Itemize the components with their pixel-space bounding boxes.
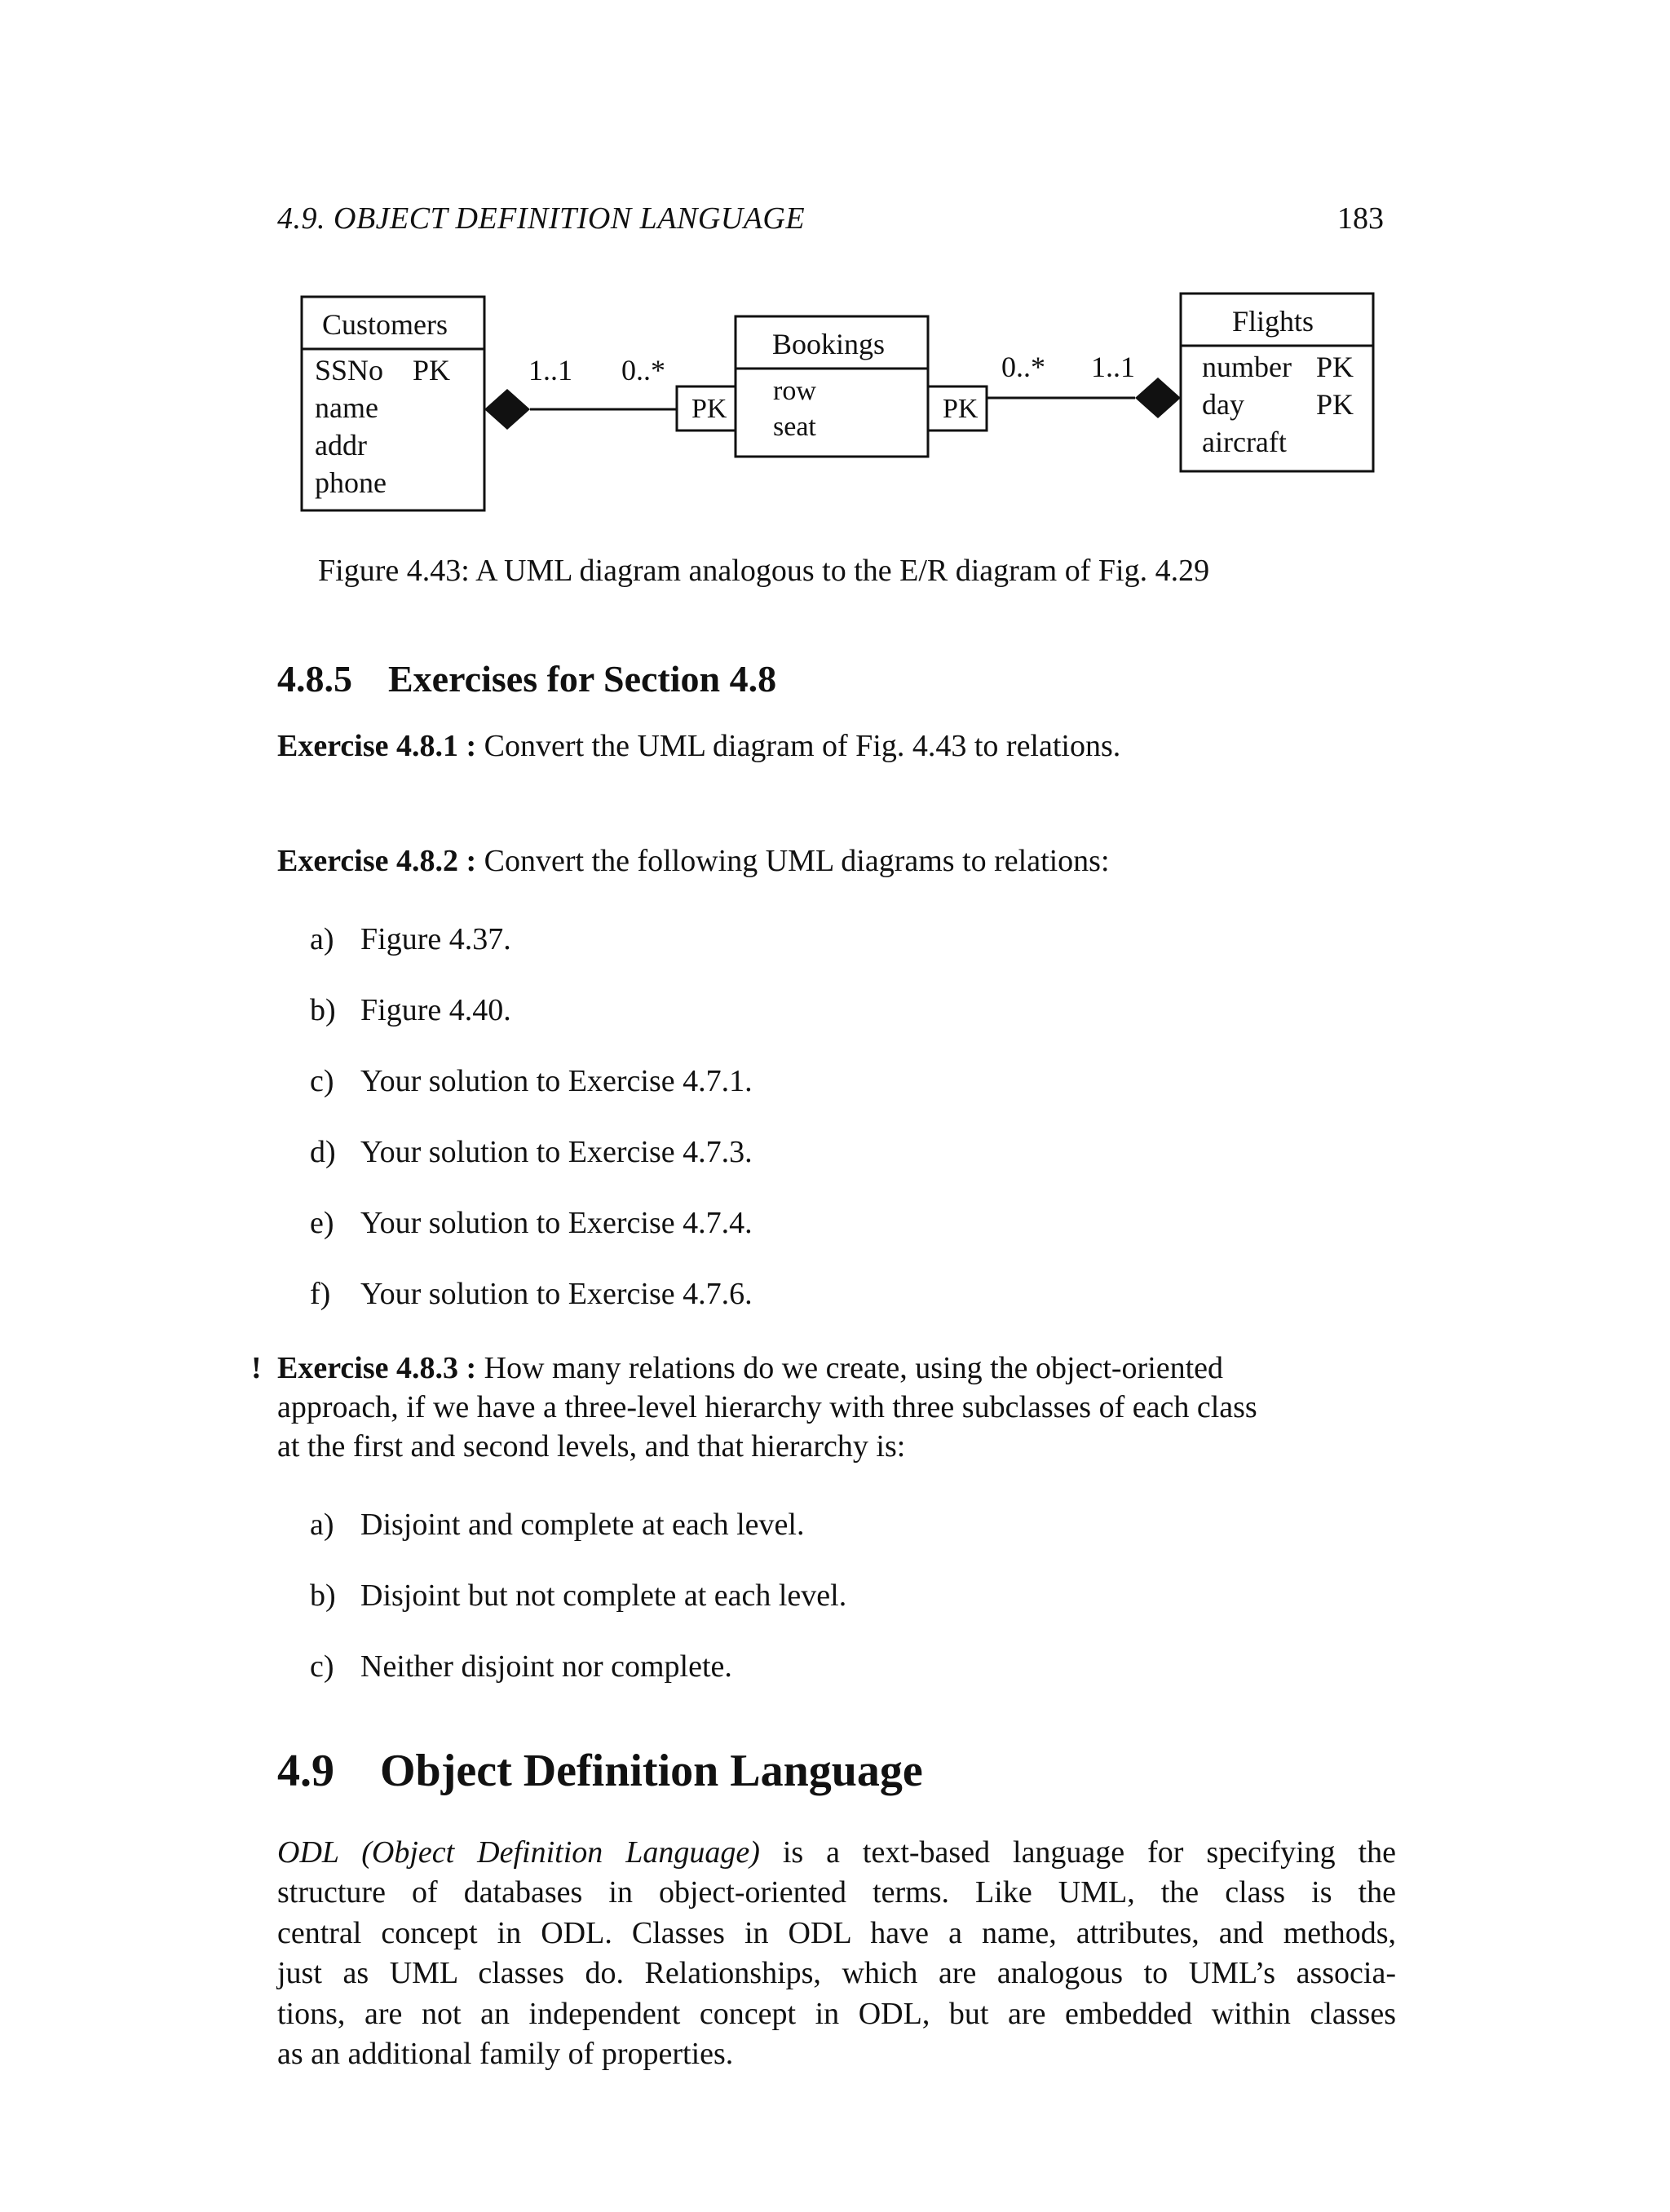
multiplicity-label: 0..* bbox=[621, 354, 665, 386]
paragraph-line: ODL (Object Definition Language) is a text-based language for specifying the bbox=[277, 1835, 1397, 1870]
attribute: phone bbox=[315, 466, 387, 499]
paragraph-line: as an additional family of properties. bbox=[277, 2037, 734, 2072]
exercise-label: Exercise 4.8.1 : bbox=[277, 729, 477, 763]
paragraph-line: tions, are not an independent concept in ODL, but are embedded within classes bbox=[277, 1996, 1396, 2031]
exercise-text: Convert the following UML diagrams to relations: bbox=[476, 844, 1110, 878]
exercise-text: at the first and second levels, and that hierarchy is: bbox=[277, 1429, 906, 1464]
class-name: Flights bbox=[1232, 305, 1314, 338]
page-number: 183 bbox=[1337, 201, 1384, 236]
difficulty-marker: ! bbox=[251, 1351, 262, 1385]
running-head: 4.9. OBJECT DEFINITION LANGUAGE bbox=[277, 201, 806, 236]
section-number: 4.9 bbox=[277, 1746, 334, 1796]
list-item: f) Your solution to Exercise 4.7.6. bbox=[310, 1277, 753, 1311]
list-item: c) Neither disjoint nor complete. bbox=[310, 1649, 732, 1684]
attribute-key: PK bbox=[1316, 351, 1354, 383]
list-item: b) Figure 4.40. bbox=[310, 993, 511, 1027]
paragraph-line: central concept in ODL. Classes in ODL have a name, attributes, and methods, bbox=[277, 1915, 1396, 1950]
attribute: row bbox=[773, 376, 816, 406]
list-item: b) Disjoint but not complete at each level. bbox=[310, 1578, 847, 1613]
list-item: c) Your solution to Exercise 4.7.1. bbox=[310, 1064, 753, 1098]
class-customers bbox=[302, 297, 484, 510]
exercise-4-8-2 bbox=[277, 843, 1110, 879]
odl-term: ODL (Object Definition Language) bbox=[277, 1835, 760, 1870]
multiplicity-label: 1..1 bbox=[1091, 351, 1135, 383]
attribute: number bbox=[1202, 351, 1292, 383]
attribute: SSNo bbox=[315, 354, 384, 386]
paragraph-line: just as UML classes do. Relationships, which are analogous to UML’s associa- bbox=[277, 1956, 1396, 1991]
list-item: a) Figure 4.37. bbox=[310, 922, 511, 956]
body-paragraph bbox=[277, 1833, 1396, 2074]
composition-diamond bbox=[1135, 377, 1181, 418]
association-bookings-flights bbox=[928, 351, 1181, 430]
subsection-title: Exercises for Section 4.8 bbox=[388, 658, 777, 700]
class-name: Customers bbox=[322, 308, 448, 341]
qualifier-label: PK bbox=[691, 394, 727, 424]
uml-diagram bbox=[0, 0, 1670, 587]
composition-diamond bbox=[484, 389, 530, 430]
attribute: name bbox=[315, 391, 378, 424]
list-item: a) Disjoint and complete at each level. bbox=[310, 1508, 805, 1542]
paragraph-line: structure of databases in object-oriented terms. Like UML, the class is the bbox=[277, 1875, 1396, 1910]
class-name: Bookings bbox=[772, 328, 886, 360]
attribute: addr bbox=[315, 429, 367, 461]
multiplicity-label: 0..* bbox=[1001, 351, 1045, 383]
list-item: e) Your solution to Exercise 4.7.4. bbox=[310, 1206, 753, 1240]
exercise-label: Exercise 4.8.2 : bbox=[277, 844, 477, 878]
subsection-heading bbox=[277, 657, 776, 700]
list-item: d) Your solution to Exercise 4.7.3. bbox=[310, 1135, 753, 1169]
exercise-label: Exercise 4.8.3 : bbox=[277, 1351, 477, 1385]
attribute: seat bbox=[773, 412, 816, 442]
section-heading bbox=[277, 1745, 923, 1797]
section-title: Object Definition Language bbox=[380, 1746, 923, 1796]
exercise-text: approach, if we have a three-level hierarchy with three subclasses of each class bbox=[277, 1390, 1257, 1424]
qualifier-label: PK bbox=[943, 394, 979, 424]
attribute: day bbox=[1202, 388, 1244, 421]
subsection-number: 4.8.5 bbox=[277, 658, 352, 700]
attribute: aircraft bbox=[1202, 426, 1287, 458]
figure-caption: Figure 4.43: A UML diagram analogous to the E/R diagram of Fig. 4.29 bbox=[318, 554, 1210, 588]
association-customers-bookings bbox=[484, 354, 736, 430]
multiplicity-label: 1..1 bbox=[528, 354, 572, 386]
class-bookings bbox=[736, 316, 928, 457]
exercise-4-8-3 bbox=[277, 1350, 1396, 1464]
exercise-text: How many relations do we create, using the object-oriented bbox=[476, 1351, 1224, 1385]
exercise-4-8-1 bbox=[277, 728, 1120, 764]
class-flights bbox=[1181, 294, 1373, 471]
attribute-key: PK bbox=[1316, 388, 1354, 421]
exercise-text: Convert the UML diagram of Fig. 4.43 to relations. bbox=[476, 729, 1121, 763]
attribute-key: PK bbox=[413, 354, 451, 386]
